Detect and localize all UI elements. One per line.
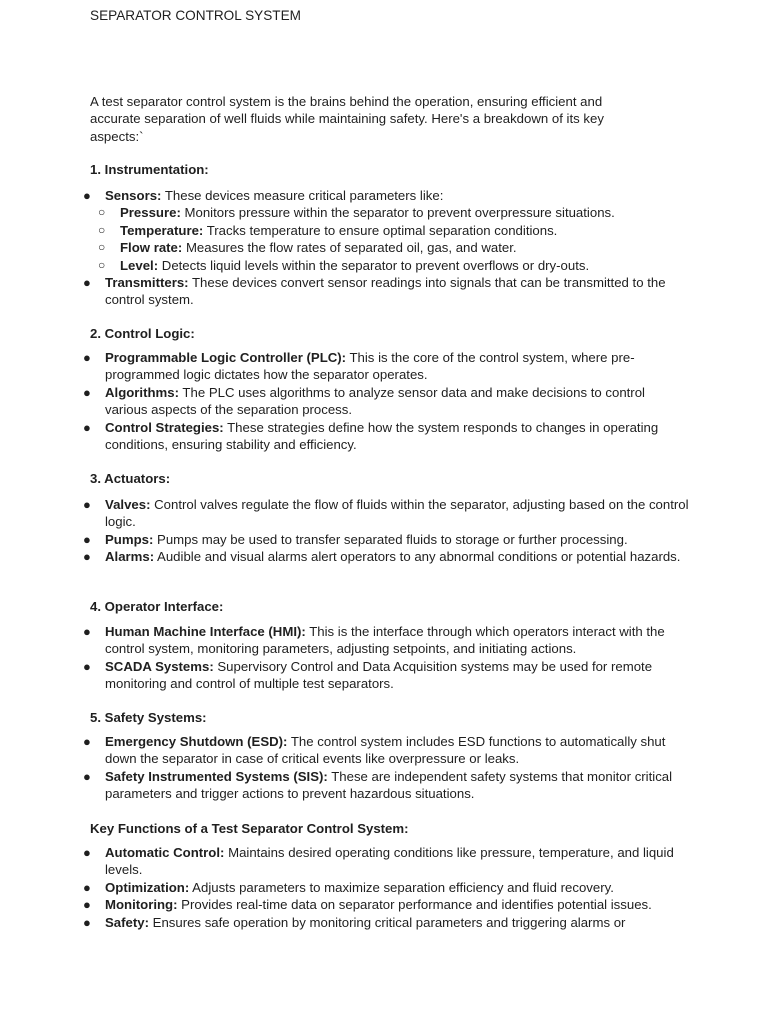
item-term: Programmable Logic Controller (PLC): — [105, 350, 347, 365]
document-title: SEPARATOR CONTROL SYSTEM — [90, 8, 301, 23]
item-text: Provides real-time data on separator performance and identifies potential issues. — [177, 897, 652, 913]
item-term: Valves: — [105, 497, 151, 512]
item-term: Control Strategies: — [105, 419, 224, 435]
bullet-icon: ● — [83, 350, 91, 365]
bullet-icon: ● — [83, 275, 91, 291]
list-item — [0, 384, 690, 419]
list-item — [0, 187, 690, 274]
section-heading-key-functions: Key Functions of a Test Separator Control System: — [90, 821, 409, 836]
bullet-icon: ● — [83, 549, 91, 565]
sub-item-text: Measures the flow rates of separated oil, gas, and water. — [182, 240, 517, 256]
bullet-list-safety-systems — [0, 733, 690, 803]
item-text: Control valves regulate the flow of fluids within the separator, adjusting based on the control logic. — [105, 497, 693, 530]
hollow-bullet-icon: ○ — [98, 240, 106, 255]
sub-item-text: Detects liquid levels within the separator to prevent overflows or dry-outs. — [158, 257, 590, 273]
list-item — [0, 844, 690, 879]
bullet-icon: ● — [83, 879, 91, 895]
list-item — [0, 496, 693, 531]
sub-bullet-list — [98, 204, 690, 274]
sub-list-item — [98, 257, 690, 274]
bullet-icon: ● — [83, 384, 91, 400]
bullet-icon: ● — [83, 497, 91, 512]
item-text: Pumps may be used to transfer separated fluids to storage or further processing. — [153, 531, 628, 547]
item-term: Human Machine Interface (HMI): — [105, 624, 306, 639]
item-term: Algorithms: — [105, 384, 179, 400]
item-text: Supervisory Control and Data Acquisition systems may be used for remote monitoring and control of multiple test separators. — [105, 658, 656, 692]
item-text: This is the interface through which operators interact with the control system, monitoring parameters, adjusting setpoints, and initiating actions. — [105, 624, 669, 657]
section-heading-control-logic: 2. Control Logic: — [90, 326, 195, 341]
list-item — [0, 914, 690, 931]
item-term: Safety Instrumented Systems (SIS): — [105, 768, 328, 784]
bullet-icon: ● — [83, 845, 91, 860]
bullet-icon: ● — [83, 897, 91, 913]
bullet-icon: ● — [83, 624, 91, 639]
sub-item-term: Pressure: — [120, 205, 181, 221]
list-item — [0, 419, 690, 454]
sub-list-item — [98, 222, 690, 239]
item-text: These are independent safety systems that monitor critical parameters and trigger actions to prevent hazardous situations. — [105, 768, 676, 802]
item-text: Maintains desired operating conditions like pressure, temperature, and liquid levels. — [105, 845, 678, 878]
sub-item-term: Level: — [120, 257, 159, 273]
item-term: Safety: — [105, 914, 149, 930]
sub-item-term: Flow rate: — [120, 240, 183, 256]
list-item — [0, 623, 690, 658]
bullet-list-key-functions — [0, 844, 690, 931]
list-item — [0, 531, 690, 548]
item-text: These strategies define how the system responds to changes in operating conditions, ensuring stability and efficiency. — [105, 419, 662, 453]
item-term: Automatic Control: — [105, 845, 225, 860]
section-heading-actuators: 3. Actuators: — [90, 471, 171, 486]
hollow-bullet-icon: ○ — [98, 257, 106, 272]
list-item — [0, 349, 690, 384]
bullet-list-actuators — [0, 496, 693, 566]
intro-paragraph: A test separator control system is the brains behind the operation, ensuring efficient and accurate separation of well fluids while maintaining safety. Here's a breakdown of its key aspects:` — [90, 94, 604, 144]
list-item — [0, 274, 690, 309]
item-term: Transmitters: — [105, 275, 189, 291]
sub-list-item — [98, 204, 690, 221]
list-item — [0, 548, 690, 565]
item-term: Emergency Shutdown (ESD): — [105, 734, 288, 749]
bullet-icon: ● — [83, 768, 91, 784]
section-heading-operator-interface: 4. Operator Interface: — [90, 599, 224, 614]
item-term: SCADA Systems: — [105, 658, 214, 674]
sub-item-text: Tracks temperature to ensure optimal separation conditions. — [203, 222, 558, 238]
item-term: Optimization: — [105, 879, 190, 895]
item-term: Monitoring: — [105, 897, 178, 913]
sub-list-item — [98, 239, 690, 256]
bullet-icon: ● — [83, 734, 91, 749]
bullet-icon: ● — [83, 531, 91, 547]
hollow-bullet-icon: ○ — [98, 205, 106, 220]
bullet-icon: ● — [83, 914, 91, 930]
item-text: These devices convert sensor readings into signals that can be transmitted to the control system. — [105, 275, 670, 308]
list-item — [0, 733, 690, 768]
item-text: This is the core of the control system, where pre-programmed logic dictates how the separator operates. — [105, 350, 635, 383]
list-item — [0, 879, 690, 896]
hollow-bullet-icon: ○ — [98, 222, 106, 237]
bullet-list-operator-interface — [0, 623, 690, 693]
item-term: Sensors: — [105, 188, 162, 203]
section-heading-instrumentation: 1. Instrumentation: — [90, 162, 209, 177]
item-term: Pumps: — [105, 531, 154, 547]
item-text: Ensures safe operation by monitoring critical parameters and triggering alarms or — [148, 914, 626, 930]
item-text: Adjusts parameters to maximize separation efficiency and fluid recovery. — [189, 879, 614, 895]
bullet-list-instrumentation — [0, 187, 690, 309]
list-item — [0, 768, 690, 803]
item-text: These devices measure critical parameters like: — [161, 188, 444, 203]
list-item — [0, 658, 690, 693]
section-heading-safety-systems: 5. Safety Systems: — [90, 710, 207, 725]
item-text: The control system includes ESD functions to automatically shut down the separator in case of critical events like overpressure or leaks. — [105, 734, 670, 767]
sub-item-text: Monitors pressure within the separator to prevent overpressure situations. — [180, 205, 615, 221]
bullet-icon: ● — [83, 419, 91, 435]
item-text: Audible and visual alarms alert operators to any abnormal conditions or potential hazards. — [154, 549, 681, 565]
list-item — [0, 896, 690, 913]
sub-item-term: Temperature: — [120, 222, 204, 238]
bullet-icon: ● — [83, 658, 91, 674]
item-text: The PLC uses algorithms to analyze sensor data and make decisions to control various aspects of the separation process. — [105, 384, 649, 418]
item-term: Alarms: — [105, 549, 155, 565]
bullet-icon: ● — [83, 188, 91, 203]
bullet-list-control-logic — [0, 349, 690, 453]
